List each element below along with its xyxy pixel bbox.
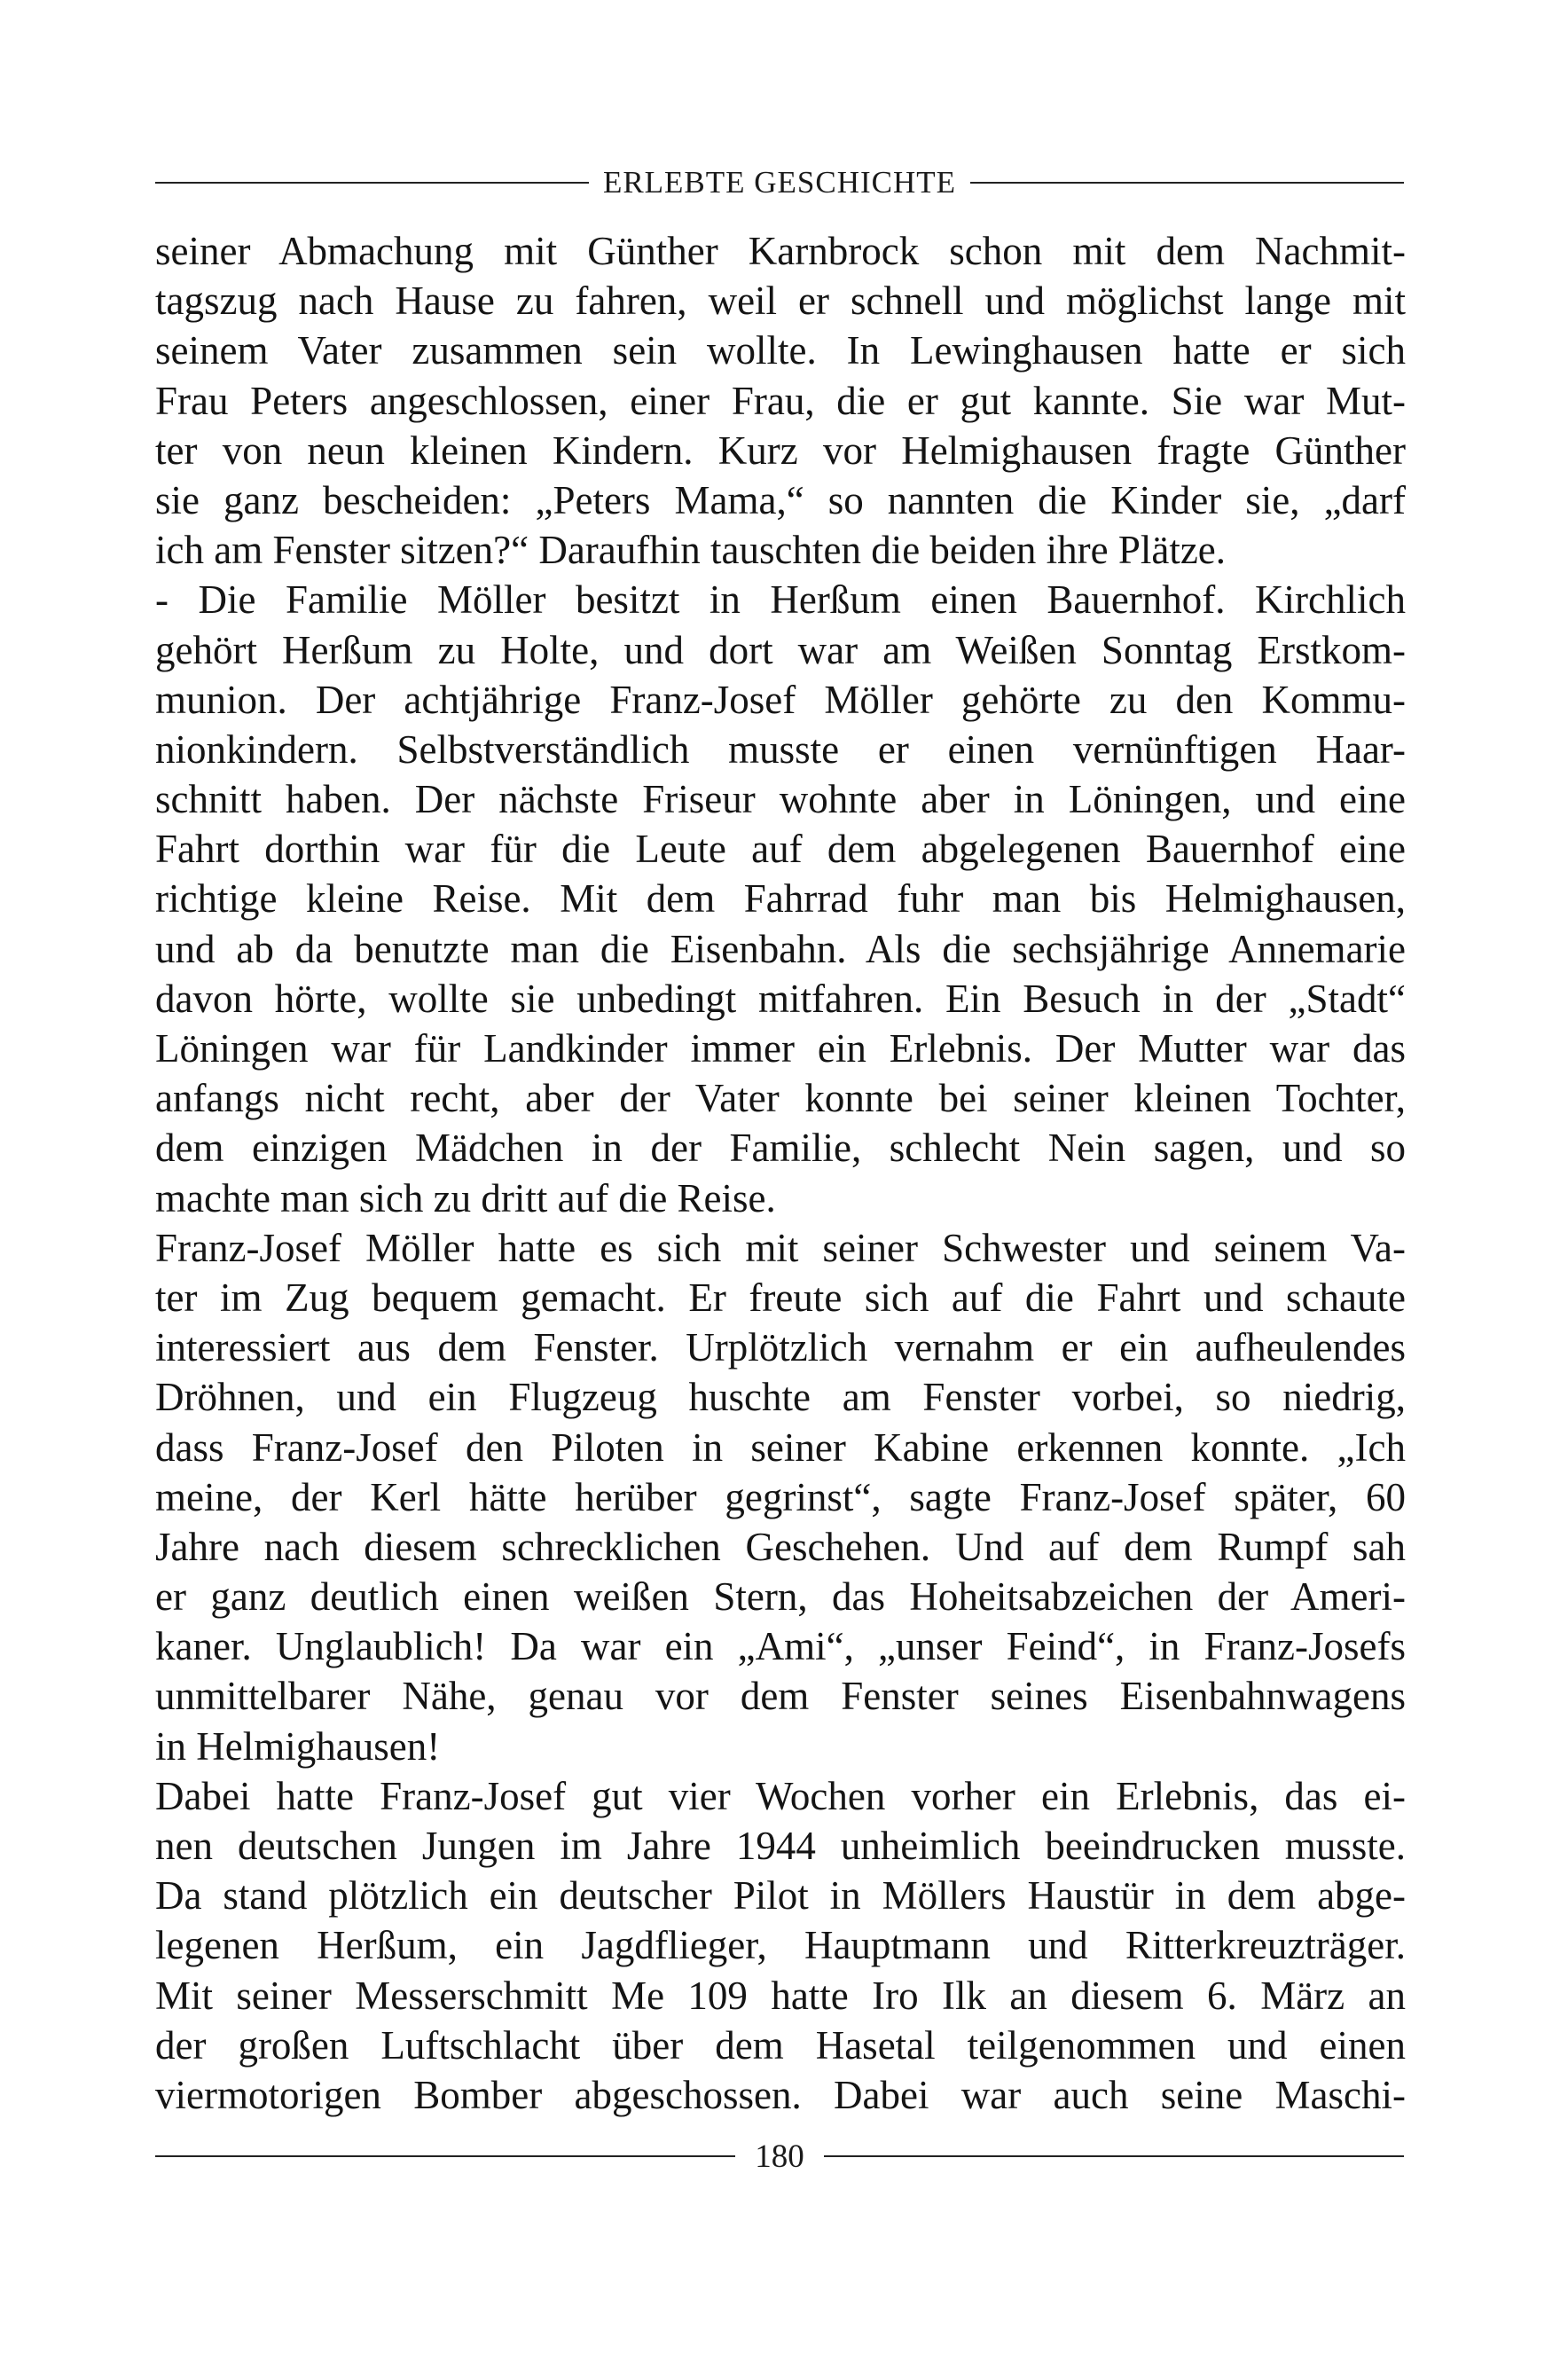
text-line: sie ganz bescheiden: „Peters Mama,“ so nannten die Kinder sie, „darf (155, 477, 1406, 522)
text-line: der großen Luftschlacht über dem Hasetal teilgenommen und einen (155, 2022, 1406, 2068)
text-line: seinem Vater zusammen sein wollte. In Lewinghausen hatte er sich (155, 328, 1406, 373)
text-line: Fahrt dorthin war für die Leute auf dem abgelegenen Bauernhof eine (155, 827, 1406, 872)
text-line: Jahre nach diesem schrecklichen Geschehen. Und auf dem Rumpf sah (155, 1524, 1406, 1569)
running-header (155, 158, 1404, 208)
text-line: Franz-Josef Möller hatte es sich mit seiner Schwester und seinem Va- (155, 1225, 1406, 1270)
header-rule-right (970, 182, 1404, 184)
text-line: kaner. Unglaublich! Da war ein „Ami“, „unser Feind“, in Franz-Josefs (155, 1624, 1406, 1669)
footer-rule-right (824, 2155, 1404, 2157)
text-line: - Die Familie Möller besitzt in Herßum einen Bauernhof. Kirchlich (155, 577, 1406, 623)
text-line: legenen Herßum, ein Jagdflieger, Hauptmann und Ritterkreuzträger. (155, 1923, 1406, 1968)
text-line: dem einzigen Mädchen in der Familie, schlecht Nein sagen, und so (155, 1126, 1406, 1171)
text-line: unmittelbarer Nähe, genau vor dem Fenster seines Eisenbahnwagens (155, 1674, 1406, 1719)
text-line: Mit seiner Messerschmitt Me 109 hatte Iro Ilk an diesem 6. März an (155, 1973, 1406, 2018)
text-line: nionkindern. Selbstverständlich musste er einen vernünftigen Haar- (155, 726, 1406, 772)
text-line: tagszug nach Hause zu fahren, weil er schnell und möglichst lange mit (155, 279, 1406, 324)
text-line: gehört Herßum zu Holte, und dort war am Weißen Sonntag Erstkom- (155, 627, 1406, 672)
text-line: Dabei hatte Franz-Josef gut vier Wochen vorher ein Erlebnis, das ei- (155, 1773, 1406, 1818)
text-line: ich am Fenster sitzen?“ Daraufhin tauschten die beiden ihre Plätze. (155, 528, 1227, 573)
header-rule-left (155, 182, 589, 184)
text-line: schnitt haben. Der nächste Friseur wohnte aber in Löningen, und eine (155, 777, 1406, 822)
text-line: viermotorigen Bomber abgeschossen. Dabei war auch seine Maschi- (155, 2072, 1406, 2117)
page-number: 180 (755, 2138, 804, 2175)
text-line: Da stand plötzlich ein deutscher Pilot in Möllers Haustür in dem abge- (155, 1873, 1406, 1919)
text-line: seiner Abmachung mit Günther Karnbrock schon mit dem Nachmit- (155, 229, 1406, 273)
text-line: meine, der Kerl hätte herüber gegrinst“, sagte Franz-Josef später, 60 (155, 1474, 1406, 1519)
text-line: er ganz deutlich einen weißen Stern, das Hoheitsabzeichen der Ameri- (155, 1574, 1406, 1620)
text-line: nen deutschen Jungen im Jahre 1944 unheimlich beeindrucken musste. (155, 1824, 1406, 1868)
text-line: machte man sich zu dritt auf die Reise. (155, 1175, 776, 1220)
text-line: in Helmighausen! (155, 1723, 441, 1769)
footer-rule-left (155, 2155, 735, 2157)
text-line: interessiert aus dem Fenster. Urplötzlich vernahm er ein aufheulendes (155, 1325, 1406, 1370)
text-line: und ab da benutzte man die Eisenbahn. Als die sechsjährige Annemarie (155, 926, 1406, 971)
text-line: richtige kleine Reise. Mit dem Fahrrad fuhr man bis Helmighausen, (155, 876, 1406, 922)
text-line: anfangs nicht recht, aber der Vater konnte bei seiner kleinen Tochter, (155, 1076, 1406, 1121)
text-line: Löningen war für Landkinder immer ein Erlebnis. Der Mutter war das (155, 1026, 1406, 1071)
text-line: munion. Der achtjährige Franz-Josef Möller gehörte zu den Kommu- (155, 677, 1406, 722)
body-text (155, 226, 1406, 2120)
header-title: ERLEBTE GESCHICHTE (602, 165, 957, 200)
text-line: dass Franz-Josef den Piloten in seiner Kabine erkennen konnte. „Ich (155, 1424, 1406, 1470)
text-line: Dröhnen, und ein Flugzeug huschte am Fenster vorbei, so niedrig, (155, 1375, 1406, 1420)
text-line: ter im Zug bequem gemacht. Er freute sich auf die Fahrt und schaute (155, 1275, 1406, 1320)
text-line: ter von neun kleinen Kindern. Kurz vor Helmighausen fragte Günther (155, 428, 1406, 473)
text-line: davon hörte, wollte sie unbedingt mitfahren. Ein Besuch in der „Stadt“ (155, 976, 1406, 1021)
page-footer (155, 2131, 1404, 2181)
text-line: Frau Peters angeschlossen, einer Frau, die er gut kannte. Sie war Mut- (155, 378, 1406, 423)
